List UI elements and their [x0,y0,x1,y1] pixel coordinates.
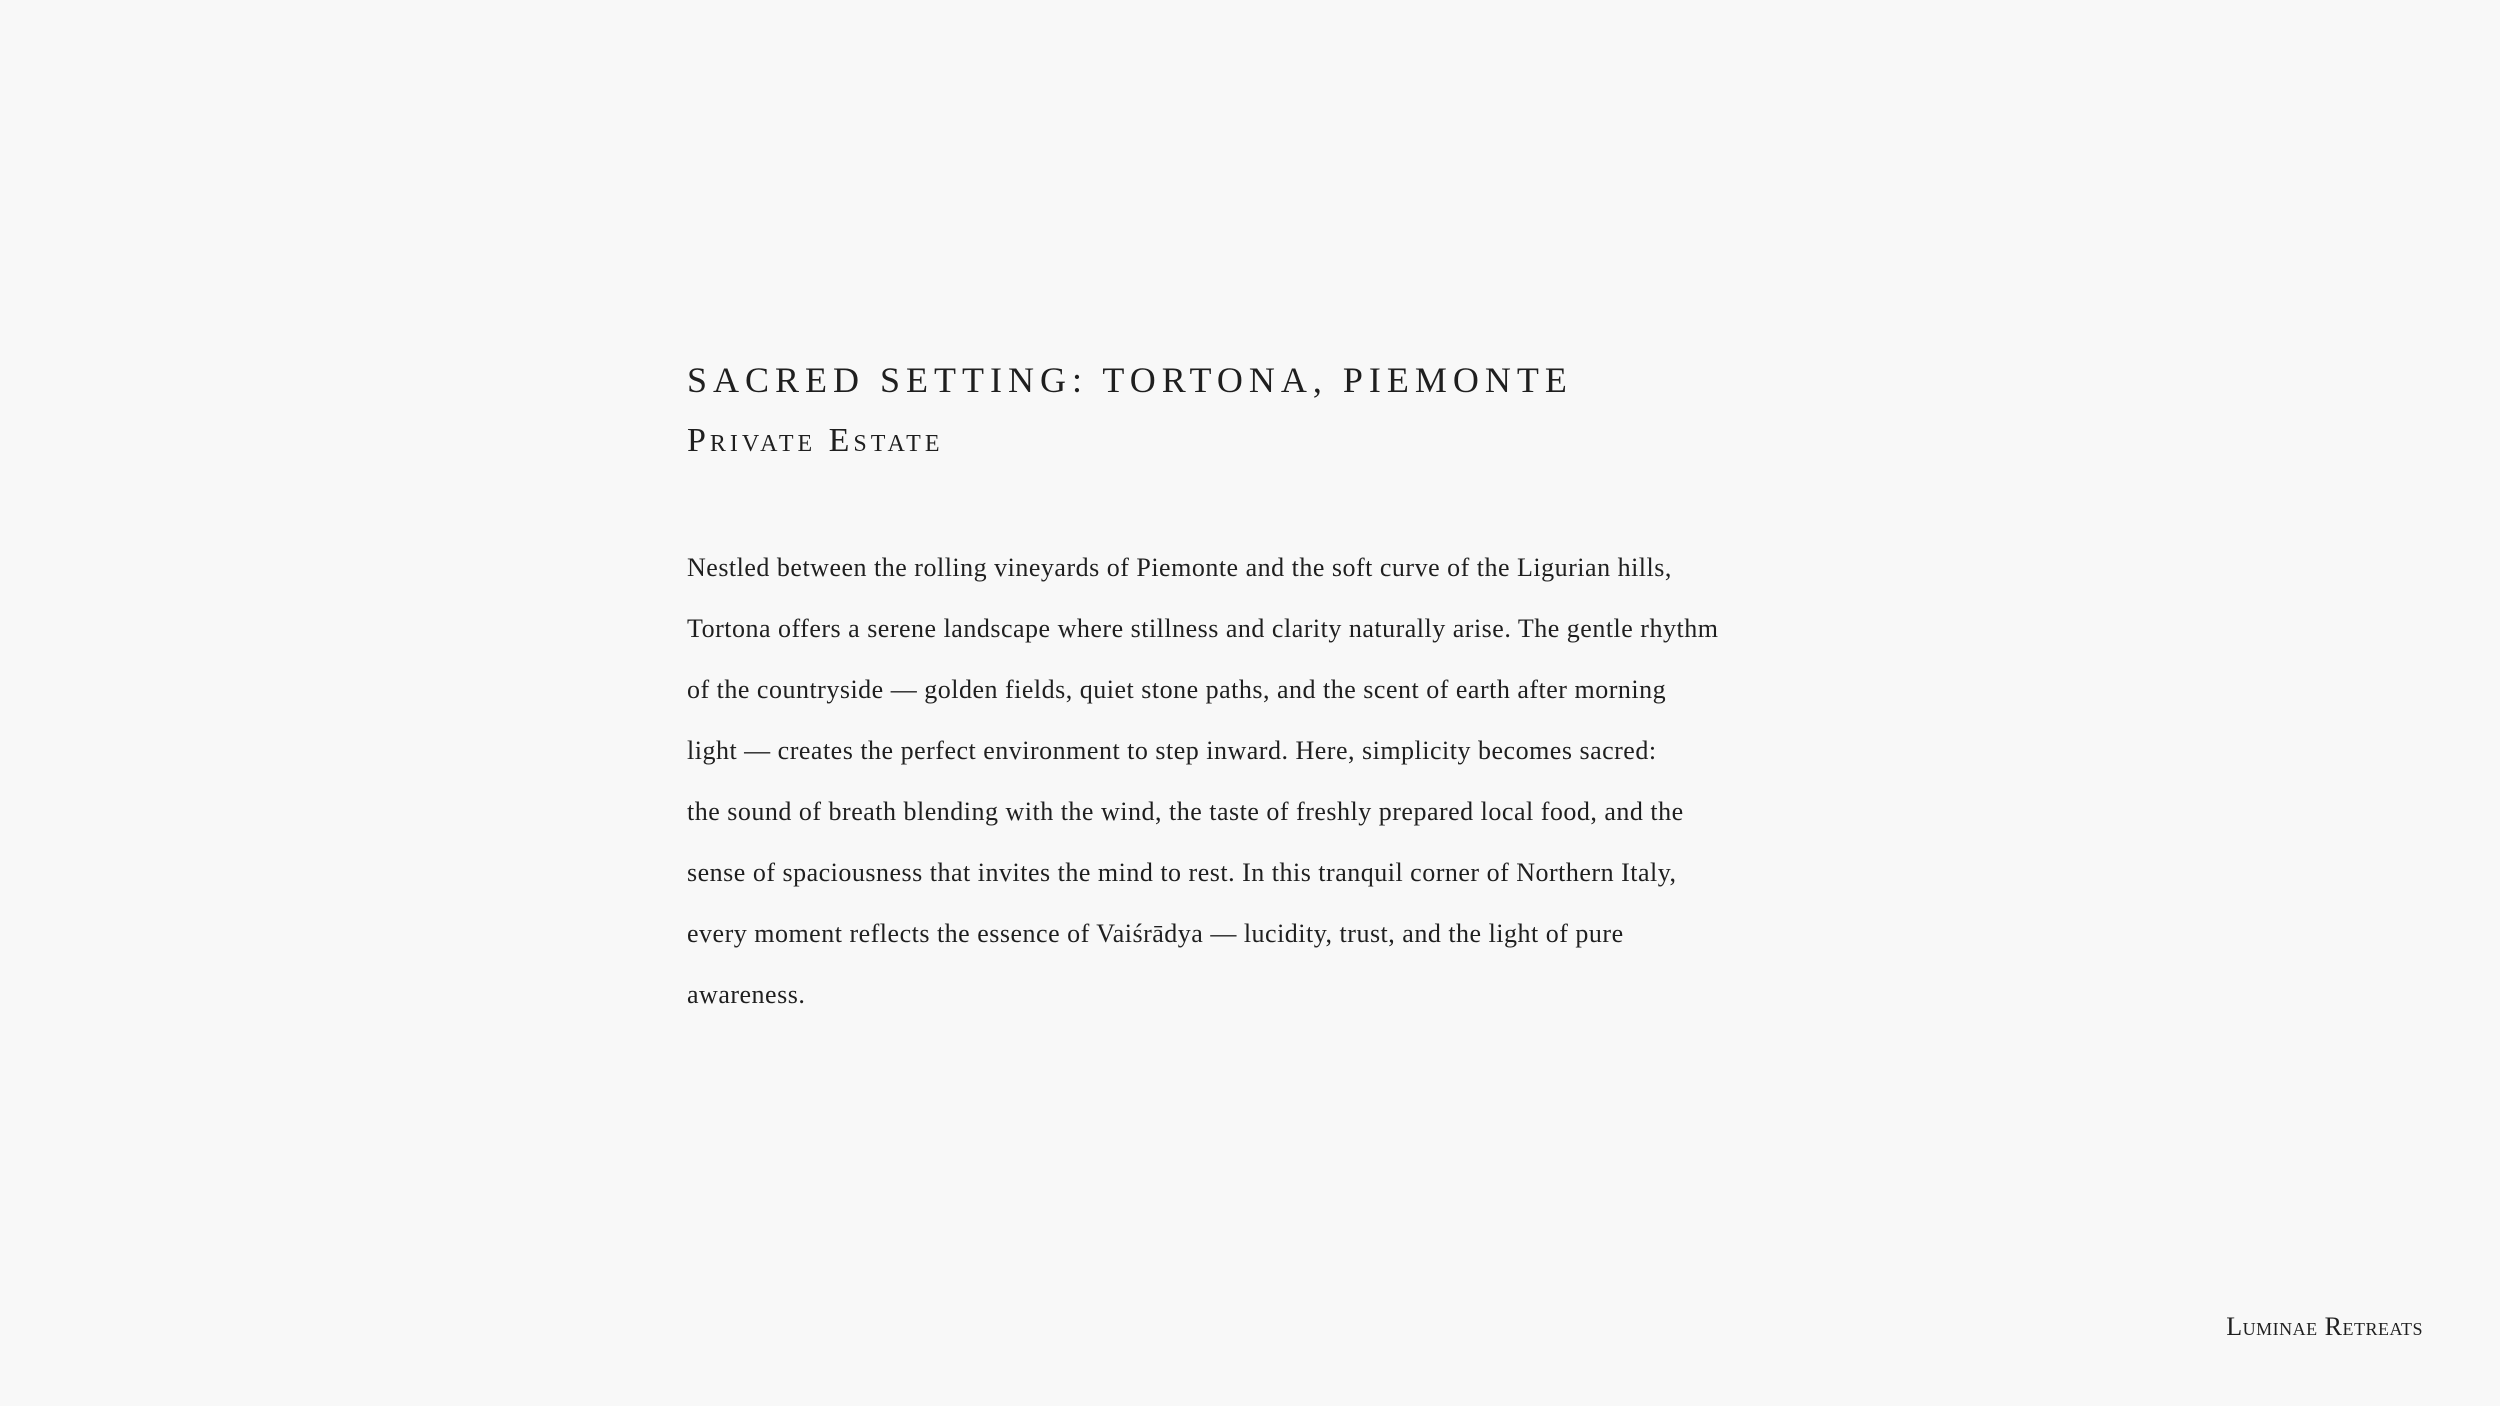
paragraph-line: every moment reflects the essence of Vaiśrādya — lucidity, trust, and the light of pure [687,919,1624,948]
brand-wordmark: Luminae Retreats [2226,1312,2423,1341]
paragraph-line: light — creates the perfect environment to step inward. Here, simplicity becomes sacred: [687,736,1657,765]
page-title: SACRED SETTING: TORTONA, PIEMONTE [687,360,1573,400]
paragraph-line: the sound of breath blending with the wind, the taste of freshly prepared local food, and the [687,797,1684,826]
description-paragraph [687,537,1847,1025]
paragraph-line: Tortona offers a serene landscape where stillness and clarity naturally arise. The gentle rhythm [687,614,1719,643]
paragraph-line: sense of spaciousness that invites the mind to rest. In this tranquil corner of Northern Italy, [687,858,1677,887]
paragraph-line: awareness. [687,980,806,1009]
content-section [687,355,1847,1025]
paragraph-line: Nestled between the rolling vineyards of Piemonte and the soft curve of the Ligurian hills, [687,553,1672,582]
paragraph-line: of the countryside — golden fields, quiet stone paths, and the scent of earth after morning [687,675,1667,704]
page-subtitle: Private Estate [687,422,944,459]
